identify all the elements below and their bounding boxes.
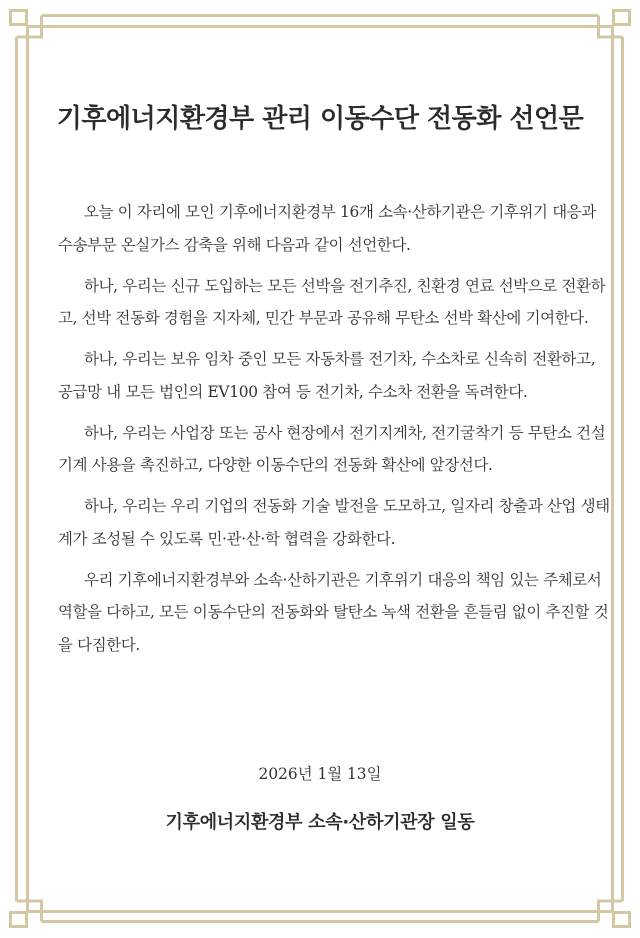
closing-paragraph: 우리 기후에너지환경부와 소속·산하기관은 기후위기 대응의 책임 있는 주체로서 역할을 다하고, 모든 이동수단의 전동화와 탈탄소 녹색 전환을 흔들림 없이 추진할 것을 다짐한다. <box>58 570 609 654</box>
pledge-paragraph-construction: 하나, 우리는 사업장 또는 공사 현장에서 전기지게차, 전기굴착기 등 무탄소 건설기계 사용을 촉진하고, 다양한 이동수단의 전동화 확산에 앞장선다. <box>58 423 606 474</box>
pledge-paragraph-industry: 하나, 우리는 우리 기업의 전동화 기술 발전을 도모하고, 일자리 창출과 산업 생태계가 조성될 수 있도록 민·관·산·학 협력을 강화한다. <box>58 497 610 548</box>
declaration-body <box>58 196 610 670</box>
intro-paragraph: 오늘 이 자리에 모인 기후에너지환경부 16개 소속·산하기관은 기후위기 대응과 수송부문 온실가스 감축을 위해 다음과 같이 선언한다. <box>58 203 596 254</box>
pledge-paragraph-vehicles: 하나, 우리는 보유 임차 중인 모든 자동차를 전기차, 수소차로 신속히 전환하고, 공급망 내 모든 법인의 EV100 참여 등 전기차, 수소차 전환을 독려한다. <box>58 350 596 401</box>
signatory-line: 기후에너지환경부 소속·산하기관장 일동 <box>165 812 475 833</box>
pledge-paragraph-ships: 하나, 우리는 신규 도입하는 모든 선박을 전기추진, 친환경 연료 선박으로 전환하고, 선박 전동화 경험을 지자체, 민간 부문과 공유해 무탄소 선박 확산에 기여한다. <box>58 276 606 327</box>
declaration-date: 2026년 1월 13일 <box>258 765 382 783</box>
document-title: 기후에너지환경부 관리 이동수단 전동화 선언문 <box>56 104 584 134</box>
